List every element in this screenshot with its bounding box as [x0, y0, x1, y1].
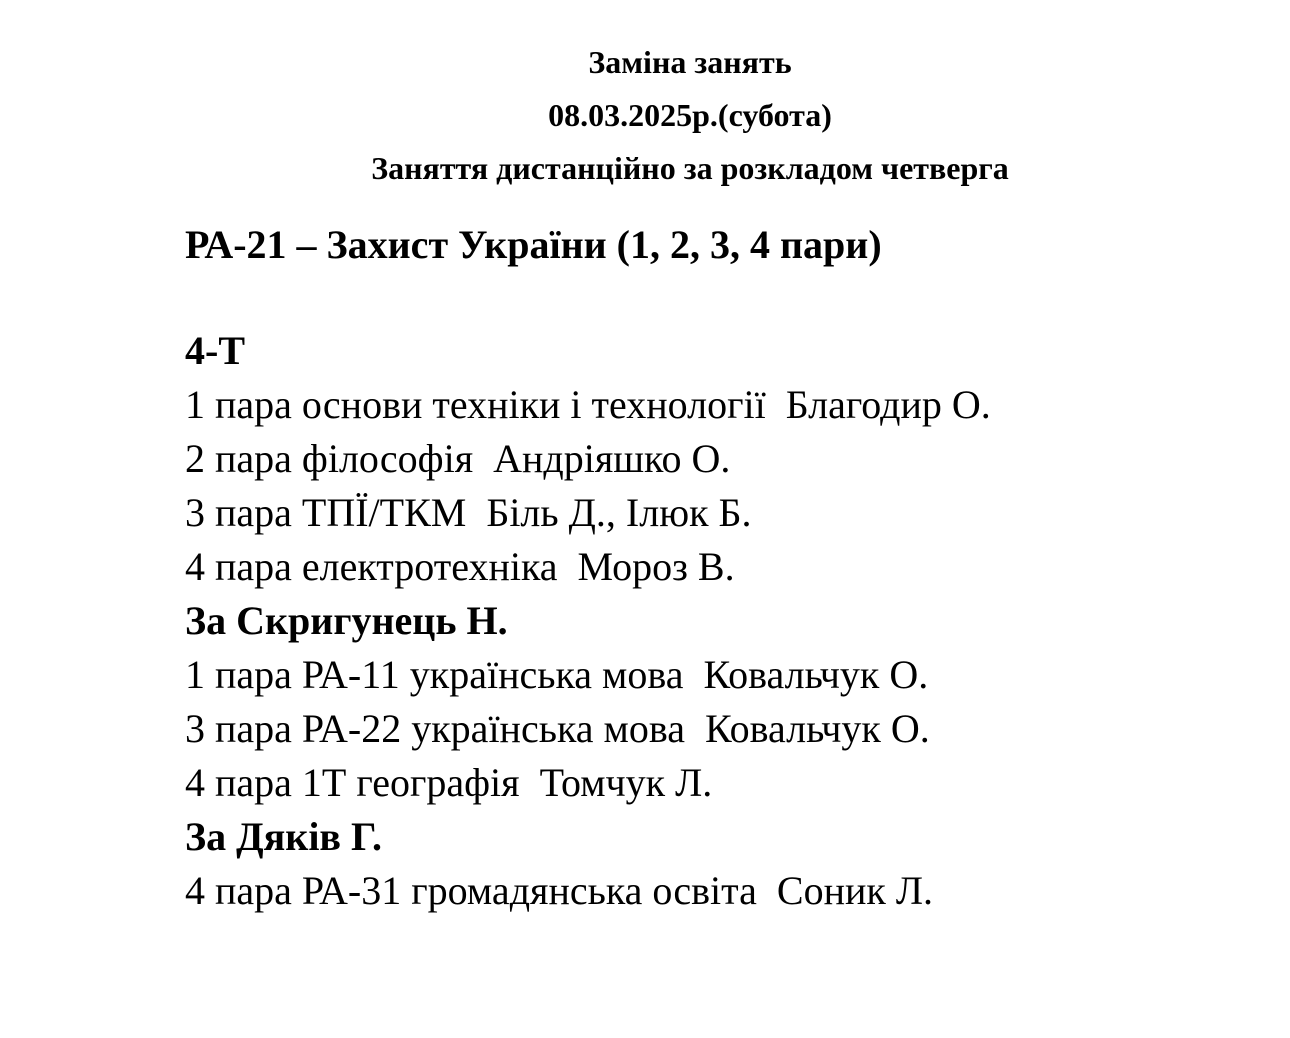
schedule-line: 4 пара 1Т географія Томчук Л.: [185, 760, 713, 805]
schedule-line: 1 пара основи техніки і технології Благодир О.: [185, 382, 991, 427]
schedule-line: 3 пара ТПЇ/ТКМ Біль Д., Ілюк Б.: [185, 490, 752, 535]
header-date: 08.03.2025р.(субота): [548, 97, 832, 133]
spacer: [185, 272, 1265, 324]
header-title: Заміна занять: [588, 44, 792, 80]
schedule-line: 4 пара РА-31 громадянська освіта Соник Л.: [185, 868, 933, 913]
schedule-line: 3 пара РА-22 українська мова Ковальчук О.: [185, 706, 930, 751]
section-heading-substitute: За Дяків Г.: [185, 814, 382, 859]
header-note: Заняття дистанційно за розкладом четверга: [371, 150, 1009, 186]
schedule-line: 1 пара РА-11 українська мова Ковальчук О.: [185, 652, 929, 697]
schedule-line: 2 пара філософія Андріяшко О.: [185, 436, 731, 481]
section-heading-substitute: За Скригунець Н.: [185, 598, 508, 643]
document-header: [0, 36, 1290, 195]
schedule-content: [185, 218, 1265, 918]
schedule-line: 4 пара електротехніка Мороз В.: [185, 544, 735, 589]
section-heading-4t: 4-Т: [185, 328, 245, 373]
group-defense-line: РА-21 – Захист України (1, 2, 3, 4 пари): [185, 222, 882, 267]
